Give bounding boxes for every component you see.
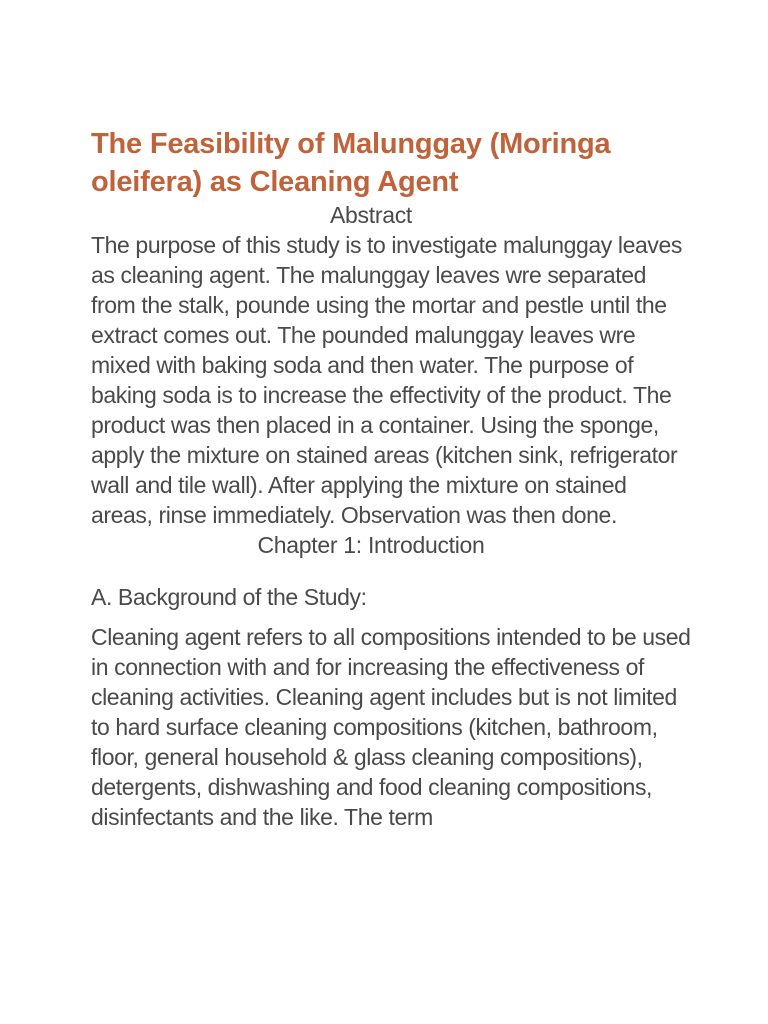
- abstract-text: The purpose of this study is to investigate malunggay leaves as cleaning agent. The malunggay leaves wre separated from the stalk, pounde using the mortar and pestle until the extract comes out. The pounded malunggay leaves wre mixed with baking soda and then water. The purpose of baking soda is to increase the effectivity of the product. The product was then placed in a container. Using the sponge, apply the mixture on stained areas (kitchen sink, refrigerator wall and tile wall). After applying the mixture on stained areas, rinse immediately. Observation was then done.: [91, 232, 682, 528]
- section-heading: A. Background of the Study:: [91, 584, 367, 610]
- chapter-heading: Chapter 1: Introduction: [257, 532, 485, 558]
- document-page: [91, 125, 691, 832]
- section-text: Cleaning agent refers to all compositions intended to be used in connection with and for increasing the effectiveness of cleaning activities. Cleaning agent includes but is not limited to hard surface cleaning compositions (kitchen, bathroom, floor, general household & glass cleaning compositions), detergents, dishwashing and food cleaning compositions, disinfectants and the like. The term: [91, 624, 691, 830]
- abstract-heading: Abstract: [330, 202, 412, 228]
- document-title: The Feasibility of Malunggay (Moringa oleifera) as Cleaning Agent: [91, 128, 611, 198]
